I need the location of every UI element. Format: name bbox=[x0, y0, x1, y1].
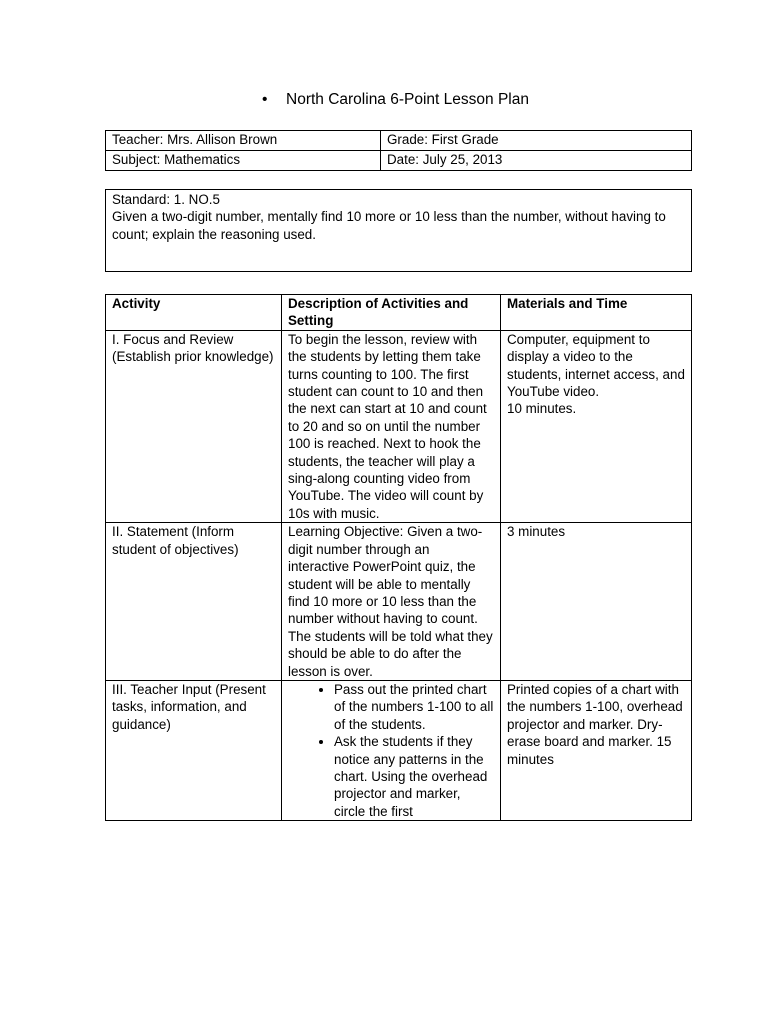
page-title-text: North Carolina 6-Point Lesson Plan bbox=[286, 91, 529, 108]
bullet-icon: • bbox=[262, 91, 268, 108]
description-cell bbox=[282, 680, 501, 820]
materials-cell bbox=[501, 330, 692, 522]
standard-box bbox=[105, 189, 692, 272]
activity-cell: III. Teacher Input (Present tasks, information, and guidance) bbox=[106, 680, 282, 820]
materials-cell: 3 minutes bbox=[501, 523, 692, 681]
table-row bbox=[106, 330, 692, 522]
standard-text: Given a two-digit number, mentally find 10 more or 10 less than the number, without having to count; explain the reasoning used. bbox=[112, 209, 666, 242]
description-list bbox=[288, 681, 494, 820]
subject-cell: Subject: Mathematics bbox=[106, 151, 381, 171]
page-title bbox=[262, 91, 529, 109]
activity-cell: II. Statement (Inform student of objectives) bbox=[106, 523, 282, 681]
teacher-cell: Teacher: Mrs. Allison Brown bbox=[106, 131, 381, 151]
activity-table bbox=[105, 294, 692, 821]
description-header: Description of Activities and Setting bbox=[282, 295, 501, 331]
table-row bbox=[106, 523, 692, 681]
table-row bbox=[106, 131, 692, 151]
description-cell: To begin the lesson, review with the students by letting them take turns counting to 100. The first student can count to 10 and then the next can start at 10 and count to 20 and so on until the number 100 is reached. Next to hook the students, the teacher will play a sing-along counting video from YouTube. The video will count by 10s with music. bbox=[282, 330, 501, 522]
materials-cell: Printed copies of a chart with the numbers 1-100, overhead projector and marker. Dry-erase board and marker. 15 minutes bbox=[501, 680, 692, 820]
standard-code: Standard: 1. NO.5 bbox=[112, 192, 220, 207]
materials-header: Materials and Time bbox=[501, 295, 692, 331]
date-cell: Date: July 25, 2013 bbox=[381, 151, 692, 171]
grade-cell: Grade: First Grade bbox=[381, 131, 692, 151]
materials-text: Computer, equipment to display a video to the students, internet access, and YouTube video. bbox=[507, 331, 685, 400]
table-row bbox=[106, 680, 692, 820]
list-item: • Ask the students if they notice any patterns in the chart. Using the overhead projector and marker, circle the first bbox=[334, 733, 494, 820]
description-cell: Learning Objective: Given a two-digit number through an interactive PowerPoint quiz, the student will be able to mentally find 10 more or 10 less than the number without having to count. The students will be told what they should be able to do after the lesson is over. bbox=[282, 523, 501, 681]
lesson-info-table bbox=[105, 130, 692, 171]
activity-header: Activity bbox=[106, 295, 282, 331]
activity-cell: I. Focus and Review (Establish prior knowledge) bbox=[106, 330, 282, 522]
table-row bbox=[106, 151, 692, 171]
table-header-row bbox=[106, 295, 692, 331]
time-text: 10 minutes. bbox=[507, 401, 577, 417]
list-item: • Pass out the printed chart of the numbers 1-100 to all of the students. bbox=[334, 681, 494, 733]
